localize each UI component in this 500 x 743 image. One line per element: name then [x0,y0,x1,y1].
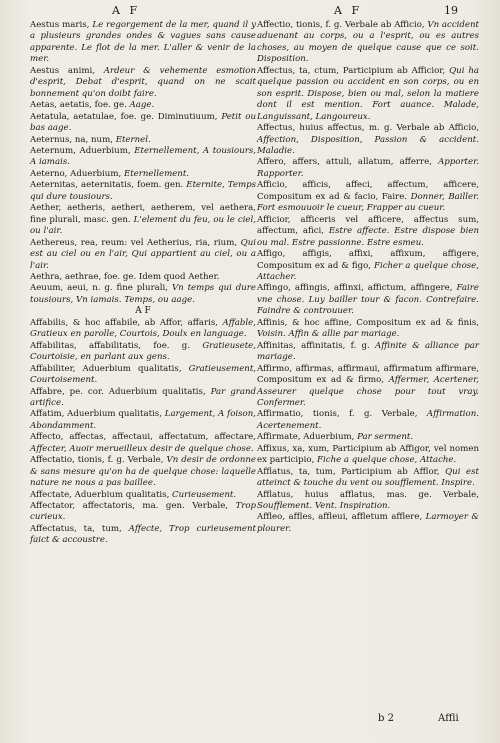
dictionary-entry [30,203,256,237]
entry-headword: Affirmatio, tionis, f. g. Verbale, [257,409,418,420]
entry-headword: Affixus, xa, xum, Participium ab Affigor, vel nomen ex participio, [257,443,479,466]
entry-translation: Eternellement. [121,168,190,179]
dictionary-entry [30,387,256,410]
entry-headword: Affectator, affectatoris, ma. gen. Verbale, [30,501,229,512]
dictionary-entry [30,318,256,341]
dictionary-entry [257,249,479,283]
entry-translation: Apporter. Rapporter. [257,157,479,179]
dictionary-entry [30,100,256,111]
entry-translation: L'element du feu, ou le ciel, ou l'air. [30,214,257,237]
entry-headword: Affabilitas, affabilitatis, foe. g. [30,340,191,351]
dictionary-entry [257,20,479,66]
dictionary-entry [257,66,479,123]
entry-headword: Affinitas, affinitatis, f. g. [257,340,370,351]
left-column [30,20,256,547]
header-right-letters: A F [334,4,363,17]
entry-headword: Aeternus, na, num, [30,134,113,145]
entry-headword: Affingo, affingis, affinxi, affictum, affingere, [257,283,453,294]
entry-translation: Affermer, Acertener, Asseurer quelque chose pour tout vray. Confermer. [257,375,479,408]
entry-headword: Affinis, & hoc affine, Compositum ex ad & finis, [257,317,479,328]
entry-translation: Voisin. Affin & allie par mariage. [257,329,400,340]
dictionary-entry [257,432,479,443]
entry-headword: Aestus animi [30,65,93,76]
entry-translation: Gratieusete, Courtoisie, en parlant aux gens. [30,340,256,363]
entry-translation: Gratieusement, Courtoisement. [30,363,257,386]
entry-translation: Affecter, Auoir merueilleux desir de quelque chose. [30,443,254,454]
entry-headword: Affabilis, & hoc affabile, ab Affor, affaris, [30,317,218,328]
entry-headword: Aethereus, rea, reum: vel Aetherius, ria, rium, [30,237,238,248]
entry-translation: Petit ou bas aage. [30,111,257,134]
entry-translation: Affirmation. Acertenement. [257,409,479,431]
entry-headword: Affabre, pe. cor. Aduerbium qualitatis, [30,386,206,397]
entry-translation: , Le regorgement de la mer, quand il y a plusieurs grandes ondes & vagues sans cause apparente. Le flot de la mer. L'aller & venir de la mer. [30,20,256,65]
dictionary-entry [30,490,256,501]
entry-headword: Afficior, afficeris vel afficere, affectus sum, affectum, afici, [257,214,479,237]
entry-translation: Ficher a quelque chose, Attacher. [257,260,479,282]
dictionary-entry [30,180,256,203]
dictionary-entry [30,409,256,432]
dictionary-entry [30,146,256,169]
dictionary-entry [30,135,256,146]
entry-headword: Afficio, afficis, affeci, affectum, afficere, Compositum ex ad & facio, Faire. [257,180,479,202]
entry-translation: Affection, Disposition, Passion & accident. Maladie. [257,134,479,156]
entry-translation: Vn desir de ordonne & sans mesure qu'on ha de quelque chose: laquelle nature ne nous a pas baillee. [30,455,256,489]
entry-headword: Affectio, tionis, f. g. Verbale ab Afficio, [257,20,425,30]
entry-headword: A F [135,306,151,317]
entry-translation: Affable, Gratieux en parolle, Courtois, Doulx en language. [30,317,256,340]
entry-headword: Aeterno, Aduerbium, [30,168,122,179]
entry-translation: Affinite & alliance par mariage. [257,340,479,363]
entry-headword: Aethra, aethrae, foe. ge. Idem quod Aether. [30,271,220,282]
entry-headword: Aestus maris [30,20,87,30]
section-heading [30,306,256,317]
dictionary-entry [30,432,256,455]
running-header [0,4,500,18]
dictionary-entry [257,157,479,180]
entry-translation: Affecte, Trop curieusement faict & accoustre. [30,523,256,546]
dictionary-entry [257,283,479,317]
signature-mark: b 2 [378,713,394,724]
entry-translation: Soufflement. Vent. Inspiration. [257,501,391,512]
entry-headword: Aetas, aetatis, foe. ge. [30,100,127,111]
dictionary-entry [30,341,256,364]
entry-translation: Par serment. [354,432,414,443]
entry-translation: Aage. [126,100,155,111]
dictionary-entry [257,490,479,513]
entry-translation: Qui ha quelque passion ou accident en son corps, ou en son esprit. Dispose, bien ou mal, selon la matiere dont il est mention. Fort auance. Malade, Languissant, Langoureux. [257,65,480,122]
dictionary-entry [257,123,479,157]
dictionary-entry [257,409,479,432]
entry-translation: Fiche a quelque chose, Attache. [314,455,457,466]
dictionary-entry [257,341,479,364]
dictionary-entry [257,364,479,410]
entry-headword: Aeuum, aeui, n. g. fine plurali, [30,283,169,294]
entry-headword: Afflatus, huius afflatus, mas. ge. Verbale, [257,489,479,500]
dictionary-entry [30,238,256,272]
dictionary-entry [30,112,256,135]
entry-translation: Largement, A foison, Abondamment. [30,409,256,431]
entry-headword: Affatim, Aduerbium qualitatis, [30,409,162,420]
entry-translation: Larmoyer & plourer. [257,512,479,534]
entry-headword: Affabiliter, Aduerbium qualitatis, [30,363,182,374]
entry-headword: Affectus, ta, ctum, Participium ab Afficior, [257,65,446,76]
dictionary-entry [30,283,256,306]
entry-headword: Affirmo, affirmas, affirmaui, affirmatum affirmare, Compositum ex ad & firmo, [257,363,479,386]
entry-translation: Qui est atteinct & touche du vent ou soufflement. Inspire. [257,466,479,489]
entry-headword: Affleo, affles, affleui, affletum afflere, [257,512,423,523]
entry-translation: Donner, Bailler. Fort esmouuoir le cueur, Frapper au cueur. [257,191,479,214]
entry-headword: Aeternitas, aeternitatis, foem. gen. [30,180,184,191]
page-number: 19 [444,4,458,17]
entry-headword: Aetatula, aetatulae, foe. ge. Diminutiuum, [30,111,218,122]
entry-headword: Affirmate, Aduerbium, [257,432,355,443]
catchword: Affli [438,713,459,724]
dictionary-entry [30,455,256,489]
entry-headword: Affectus, huius affectus, m. g. Verbale ab Afficio, [257,123,479,134]
entry-headword: Affectate, Aduerbium qualitatis, [30,489,170,500]
header-left-letters: A F [112,4,141,17]
dictionary-entry [257,467,479,490]
entry-translation: Eternellement, A tousiours, A iamais. [30,145,256,168]
entry-headword: Affigo, affigis, affixi, affixum, affigere, Compositum ex ad & figo, [257,249,479,271]
entry-headword: Affectatus, ta, tum, [30,523,122,534]
entry-headword: Affecto, affectas, affectaui, affectatum, affectare, [30,432,256,443]
dictionary-entry [257,444,479,467]
entry-headword: Affero, affers, attuli, allatum, afferre, [257,157,432,168]
entry-headword: Aether, aetheris, aetheri, aetherem, vel aethera, fine plurali, masc. gen. [30,203,256,225]
dictionary-entry [30,501,256,524]
dictionary-entry [257,512,479,535]
entry-translation: Trop curieux. [30,501,256,523]
dictionary-entry [30,169,256,180]
entry-translation: Estre affecte. Estre dispose bien ou mal. Estre passionne. Estre esmeu. [257,226,479,248]
dictionary-entry [257,215,479,249]
dictionary-entry [257,318,479,341]
dictionary-entry [30,524,256,547]
right-column [257,20,479,535]
entry-translation: Faire vne chose. Luy bailler tour & facon. Contrefaire. Faindre & controuuer. [257,283,479,317]
entry-headword: Afflatus, ta, tum, Participium ab Afflor, [257,466,440,477]
dictionary-entry [30,364,256,387]
dictionary-entry [30,272,256,283]
entry-translation: Eternite, Temps qui dure tousiours. [30,180,257,202]
dictionary-entry [30,20,256,66]
entry-headword: Affectatio, tionis, f. g. Verbale, [30,455,164,466]
dictionary-entry [30,66,256,100]
entry-translation: , Ardeur & vehemente esmotion d'esprit, Debat d'esprit, quand on ne scait bonnement qu'on doibt faire. [30,65,256,99]
entry-translation: Eternel. [112,134,151,145]
entry-translation: Curieusement. [169,489,237,500]
dictionary-entry [257,180,479,214]
page-footer [0,713,500,727]
entry-translation: Par grand artifice. [30,386,256,408]
entry-translation: Vn temps qui dure tousiours, Vn iamais. Temps, ou aage. [30,283,256,305]
entry-translation: Vn accident aduenant au corps, ou a l'esprit, ou es autres choses, au moyen de quelque cause que ce soit. Disposition. [257,20,479,65]
entry-translation: Qui est au ciel ou en l'air, Qui appartient au ciel, ou a l'air. [30,237,256,271]
entry-headword: Aeternum, Aduerbium, [30,145,131,156]
